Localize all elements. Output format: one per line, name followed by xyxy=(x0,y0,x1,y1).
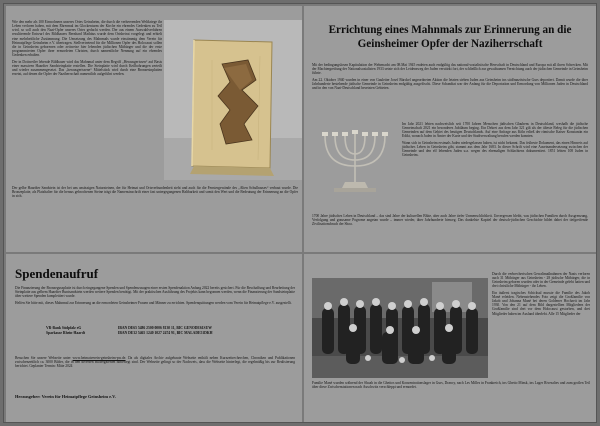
victims-paragraph-3: Familie Manè wurden während der Shoah in die Ghettos und Konzentrationslager in Gurs, Drancy, nach Les Milles in Frankreich, ins Ghetto Minsk, ins Lager Rivesaltes und zum großen Teil über diese Zwischenstationen nach Auschwitz verschleppt und ermordet. xyxy=(312,381,590,390)
website-link[interactable]: www.heimatverein-geinsheim-pw.de xyxy=(72,356,126,360)
donation-text xyxy=(15,286,295,307)
victims-paragraph-2: Ein äußerst tragisches Schicksal musste die Familie des Jakob Manè erleiden. Nebenstehendes Foto zeigt die Großfamilie von Jakob und Johanna Manè bei deren Goldener Hochzeit im Jahr 1930. Von den 21 auf dem Bild dargestellten Mitgliedern der Großfamilie sind drei vor dem Holocaust gestorben, und drei Mitglieder haben im Ausland überlebt. Alle 15 Mitglieder der xyxy=(492,290,590,316)
website-intro: Besuchen Sie unsere Webseite unter xyxy=(15,356,71,360)
bank-1-name: VR-Bank Südpfalz eG xyxy=(46,326,82,330)
history-paragraph-5: 1700 Jahre jüdisches Leben in Deutschland – das sind Jahre der kulturellen Blüte, aber auch Jahre tiefer Unmenschlichkeit. Unvergessen bleibt, was jüdischen Familien durch Ausgrenzung, Verfolgung und grausame Pogrome angetan wurde – immer wieder, über Jahrhunderte hinweg. Das dunkelste Kapitel der deutsch-jüdischen Geschichte bildet dabei der tiefgreifende Zivilisationsbruch der Shoa. xyxy=(312,214,588,227)
family-photo xyxy=(312,278,488,378)
memorial-paragraph-2: Der in Dottweiler lebende Bildhauer wird das Mahnmal unter dem Begriff „Herausgerissen“ auf Basis einer massiven Haardter Sandsteinplatte erstellen. Die Steinplatte wird durch Keilbohrungen zerteilt und wieder zusammengesetzt. Das „herausgerissene“ Mittelstück wird durch eine Bronzesinplatten ersetzt, auf denen die Opfer der Naziherrschaft namentlich aufgeführt werden. xyxy=(12,59,162,77)
donation-paragraph-1: Die Finanzierung der Bronzegussplatte ist durch eingegangene Spenden und Spendenzusagen einer ersten Spendenaktion Anfang 2022 bereits gesichert. Für die Beschaffung und Bearbeitung der Steinplatte aus gelbem Haardter Buntsandstein werden weitere Spenden benötigt. Mit der praktischen Ausführung des Projekts kann begonnen werden, wenn die Finanzierung der Sandsteinplatte über weitere Spenden komplettiert wurde. xyxy=(15,286,295,299)
history-jewish-life xyxy=(402,122,588,160)
history-panel xyxy=(304,6,596,252)
website-paragraph xyxy=(15,356,295,368)
memorial-design-photo xyxy=(164,20,302,180)
memorial-sandstone-text xyxy=(12,186,298,201)
donation-paragraph-2: Helfen Sie bitte mit, dieses Mahnmal zur Erinnerung an die ermordeten Geinsheimer Frauen und Männer zu errichten. Spendenquittungen werden vom Verein für Heimatpflege e.V. ausgestellt. xyxy=(15,300,292,305)
memorial-paragraph-3: Der gelbe Haardter Sandstein ist der bei uns ansässigen Natursteinen, der für Heimat und Ortsverbundenheit steht und auch für die Fenstergewände des „Alten Schulhauses“ verbaut wurde. Die Bronzeplatte, als Platzhalter für die heraus gebrochenen Steine trägt die Namensinschrift einer fast untergegangenen Haltbarkeit und somit den Wert und die Bedeutung der Erinnerung an die Opfer in sich. xyxy=(12,186,298,199)
menorah-image xyxy=(312,122,398,196)
website-text xyxy=(15,356,295,371)
history-paragraph-2: Am 22. Oktober 1940 wurden in einer von Gauleiter Josef Bürckel angeordneten Aktion die letzten sieben Juden aus Geinsheim ins südfranzösische Gurs deportiert. Damit wurde die über Jahrhunderte bestehende jüdische Gemeinde in Geinsheim endgültig ausgelöscht. Diese Schandtat war der Anfang für die Deportation und Ermordung von Millionen Juden in Deutschland und in den von Nazi-Deutschland besetzten Gebieten. xyxy=(312,77,588,90)
bank-2-name: Sparkasse Rhein-Haardt xyxy=(46,331,86,335)
victims-paragraph-1: Durch die verbrecherischen Gewaltmaßnahmen der Nazis verloren auch 31 Mitbürger aus Geinsheim - 28 jüdische Mitbürger, die in Geinsheim geboren wurden oder in der Gemeinde gelebt hatten und drei christliche Mitbürger - ihr Leben. xyxy=(492,272,590,289)
history-intro xyxy=(312,63,588,92)
history-summary xyxy=(312,214,588,229)
donation-heading: Spendenaufruf xyxy=(15,266,99,281)
flyer-page xyxy=(3,3,597,423)
victims-panel xyxy=(304,254,596,422)
victims-text-bottom xyxy=(312,381,590,392)
history-paragraph-1: Mit der bedingungslosen Kapitulation der Wehrmacht am 08.Mai 1945 endeten auch endgültig das national-sozialistische Herrschaft in Deutschland und Europa mit all ihren Schrecken. Mit der Machtergreifung der Nationalsozialisten 1933 setzte sich der Leidensweg der Juden verstärkt fort, der schließlich zur gewaltsamen Vernichtung auch der jüdischen Gemeinde in Geinsheim führte. xyxy=(312,63,588,76)
memorial-description-column xyxy=(12,20,162,78)
memorial-paragraph-1: Wie den mehr als 100 Einwohnern unseres Ortes Geinsheim, die durch die verheerenden Weltkriege ihr Leben verloren haben, mit dem Ehrenmal im Glockenturm der Kirche ein ehrendes Gedenken zu Teil wird, so soll auch den Nazi-Opfer unseres Ortes gedacht werden. Der aus einem Auswahlverfahren resultierende Entwurf des Bildhauers Bernhard Mathäus wurde dem Ortsbeirat vorgelegt und erhielt eine mehrheitliche Zustimmung. Die Umsetzung des Mahnmals wurde einstimmig dem Verein für Heimatpflege Geinsheim e.V. übertragen. Stellvertretend für die Millionen Opfer des Holocaust sollen die in Geinsheim geborenen oder zeitweise hier lebenden jüdischen Mitbürger und die der erste programmierten Opfer ihrer ermordeten Christen, durch namentliche Nennung auf ein ehrendes Gedenken erhalten. xyxy=(12,20,162,58)
bank-1-iban: IBAN DE65 5486 2500 0006 8130 11, BIC GENODE61SUW xyxy=(118,326,212,330)
website-description: . Da als digitales Archiv aufgebaute Webseite enthält neben Kurzzeitrecherchen, Chroniken und Publikationen zwischenzeitlich ca. 3000 Bilder, die in den diversen Bildergalerien hinterlegt sind. Der Webseite gelingt so der Nachweis, dass die Webseite hinterlegt, die regelmäßig bis zur Realisierung berichtet. Geplanter Termin: Mitte 2024 xyxy=(15,356,296,369)
bank-2-iban: IBAN DE32 5465 1240 1027 2474 91, BIC MALADE51DKH xyxy=(118,331,213,335)
history-paragraph-3: Im Jahr 2021 lebten nachweislich seit 1700 Jahren Menschen jüdischen Glaubens in Deutschland, weshalb die jüdische Gemeinschaft 2021 ein besonderes Jubiläum beging. Ein Dekret aus dem Jahr 321 gilt als der älteste Beleg für die jüdischen Gemeinden auf dem Gebiet des heutigen Deutschlands. Auf eine Anfrage aus Köln erließ der römische Kaiser Konstantin ein Edikt, wonach Juden in Ämter der Kurie und der Stadtverwaltung berufen werden konnten. xyxy=(402,122,588,139)
history-paragraph-4: Wann sich in Geinsheim erstmals Juden niedergelassen haben, ist nicht bekannt. Das früheste Dokument, das einen Hinweis auf jüdisches Leben in Geinsheim gibt, stammt aus dem Jahr 1683. In dieser Schrift wird eine Auseinandersetzung zwischen der Gemeinde und den elf lebenden Juden u.a. wegen des ehemaligen Schlachtens dokumentiert. 1851 lebten 108 Juden in Geinsheim. xyxy=(402,140,588,158)
publisher-footer: Herausgeber: Verein für Heimatpflege Geinsheim e.V. xyxy=(15,394,116,399)
donation-panel xyxy=(6,254,302,422)
victims-text-column xyxy=(492,272,590,318)
page-title: Errichtung eines Mahnmals zur Erinnerung an die Geinsheimer Opfer der Naziherrschaft xyxy=(328,24,572,50)
memorial-description-panel xyxy=(6,6,302,252)
